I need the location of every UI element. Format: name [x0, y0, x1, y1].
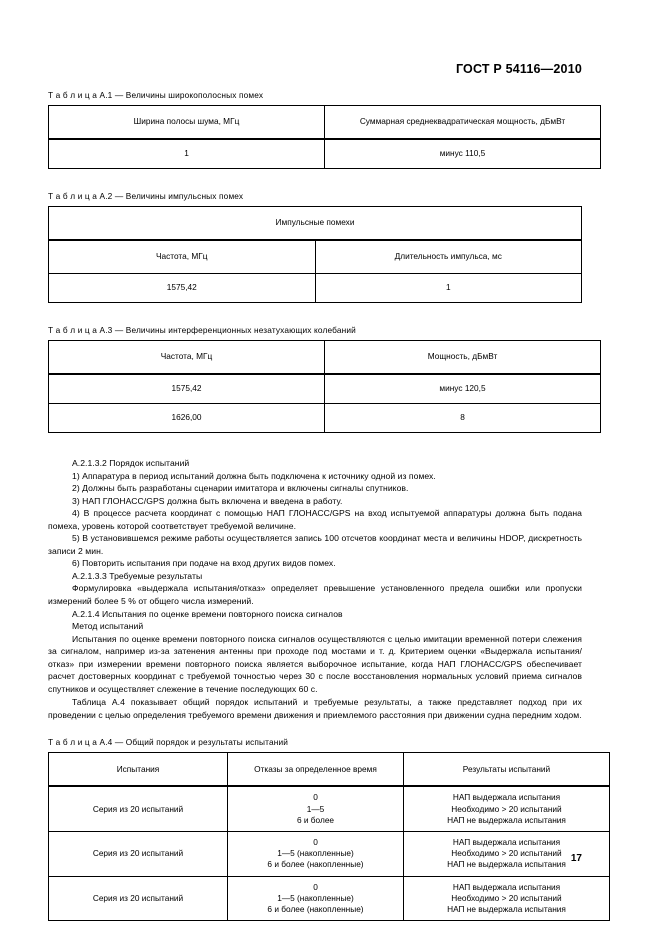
table-a1-cell-bandwidth: 1 [49, 139, 325, 169]
paragraph-test-method: Испытания по оценке времени повторного поиска сигналов осуществляются с целью имитации временной потери слежения за сигналом, например из-за затенения антенны при проходе под мостами и т. д. Критерием оценки «Выдержала испытания/отказ» при измерении времени повторного поиска является выборочное испытание, когда НАП ГЛОНАСС/GPS обеспечивает расчет достоверных координат с требуемой точностью через 30 с после восстановления нормальных условий приема сигналов спутников и осуществляет слежение в течение последующих 60 с. [48, 633, 582, 694]
table-a2-cell-frequency: 1575,42 [49, 274, 316, 303]
heading-a-2-1-3-3: А.2.1.3.3 Требуемые результаты [72, 570, 203, 581]
table-row [49, 374, 601, 404]
table-row [49, 341, 601, 375]
failure-value: 1—5 (накопленные) [277, 892, 354, 903]
table-a2-cell-duration: 1 [315, 274, 582, 303]
table-row [49, 274, 582, 303]
result-value: НАП выдержала испытания [452, 837, 561, 848]
result-value: Необходимо > 20 испытаний [451, 892, 562, 903]
table-a1-caption: Т а б л и ц а А.1 — Величины широкополосных помех [48, 90, 264, 100]
result-value: Необходимо > 20 испытаний [451, 803, 562, 814]
failure-value: 1—5 (накопленные) [277, 848, 354, 859]
table-row [49, 207, 582, 241]
table-row [49, 832, 610, 877]
table-a3-header-frequency: Частота, МГц [49, 341, 325, 375]
procedure-item-2: 2) Должны быть разработаны сценарии имитатора и включены сигналы спутников. [72, 483, 409, 494]
table-a1-cell-power: минус 110,5 [325, 139, 601, 169]
result-value: НАП выдержала испытания [452, 881, 561, 892]
table-a3 [48, 340, 601, 433]
heading-test-method: Метод испытаний [72, 621, 144, 632]
table-a3-cell-power-1: минус 120,5 [325, 374, 601, 404]
procedure-item-1: 1) Аппаратура в период испытаний должна быть подключена к источнику одной из помех. [72, 470, 436, 481]
table-a3-cell-frequency-1: 1575,42 [49, 374, 325, 404]
failure-value: 6 и более (накопленные) [267, 903, 364, 914]
table-row [49, 139, 601, 169]
failure-value: 0 [313, 792, 318, 803]
table-a2-group-header: Импульсные помехи [49, 207, 582, 241]
table-a1 [48, 105, 601, 169]
procedure-item-4: 4) В процессе расчета координат с помощью НАП ГЛОНАСС/GPS на вход испытуемой аппаратуры должна быть подана помеха, уровень которой соответствует требуемой величине. [48, 508, 582, 531]
procedure-item-6: 6) Повторить испытания при подаче на вход других видов помех. [72, 558, 336, 569]
table-a4-cell-failures-2 [228, 832, 404, 877]
table-a2-caption: Т а б л и ц а А.2 — Величины импульсных помех [48, 191, 244, 201]
table-a4-cell-failures-1 [228, 786, 404, 831]
failure-value: 6 и более [296, 814, 335, 825]
failure-value: 6 и более (накопленные) [267, 859, 364, 870]
document-standard-header: ГОСТ Р 54116—2010 [455, 62, 582, 76]
table-row [49, 240, 582, 274]
page-content [48, 90, 582, 921]
failure-value: 0 [313, 881, 318, 892]
table-a4-cell-test-1: Серия из 20 испытаний [49, 786, 228, 831]
table-a4-cell-test-3: Серия из 20 испытаний [49, 876, 228, 921]
result-value: НАП не выдержала испытания [447, 814, 566, 825]
result-value: НАП выдержала испытания [452, 792, 561, 803]
table-row [49, 786, 610, 831]
table-a3-cell-frequency-2: 1626,00 [49, 404, 325, 433]
table-a4-cell-results-1 [404, 786, 610, 831]
table-a2-header-duration: Длительность импульса, мс [315, 240, 582, 274]
table-row [49, 404, 601, 433]
table-row [49, 876, 610, 921]
paragraph-required-results: Формулировка «выдержала испытания/отказ» определяет превышение установленного предела ошибки или пропуски измерений более 5 % от общего числа измерений. [48, 583, 582, 607]
table-a3-caption: Т а б л и ц а А.3 — Величины интерференционных незатухающих колебаний [48, 325, 356, 335]
table-a2 [48, 206, 582, 303]
body-text-block [48, 457, 582, 721]
table-a4-cell-results-3 [404, 876, 610, 921]
page-number: 17 [570, 853, 582, 864]
table-a1-header-power: Суммарная среднеквадратическая мощность, дБмВт [325, 106, 601, 140]
heading-a-2-1-4: А.2.1.4 Испытания по оценке времени повторного поиска сигналов [72, 608, 343, 619]
table-a3-header-power: Мощность, дБмВт [325, 341, 601, 375]
paragraph-table-intro: Таблица А.4 показывает общий порядок испытаний и требуемые результаты, а также представляет подход при их проведении с целью определения требуемого времени движения и приемлемого расстояния при движении судна передним ходом. [48, 697, 582, 720]
table-a2-header-frequency: Частота, МГц [49, 240, 316, 274]
table-row [49, 106, 601, 140]
table-a4-header-failures: Отказы за определенное время [228, 753, 404, 787]
result-value: Необходимо > 20 испытаний [451, 848, 562, 859]
procedure-item-3: 3) НАП ГЛОНАСС/GPS должна быть включена и введена в работу. [72, 495, 343, 506]
table-a4-header-tests: Испытания [49, 753, 228, 787]
result-value: НАП не выдержала испытания [447, 859, 566, 870]
result-value: НАП не выдержала испытания [447, 903, 566, 914]
heading-a-2-1-3-2: А.2.1.3.2 Порядок испытаний [72, 458, 190, 468]
table-a4 [48, 752, 610, 921]
table-row [49, 753, 610, 787]
table-a1-header-bandwidth: Ширина полосы шума, МГц [49, 106, 325, 140]
table-a4-caption: Т а б л и ц а А.4 — Общий порядок и результаты испытаний [48, 737, 289, 748]
table-a3-cell-power-2: 8 [325, 404, 601, 433]
table-a4-header-results: Результаты испытаний [404, 753, 610, 787]
failure-value: 0 [313, 837, 318, 848]
table-a4-cell-test-2: Серия из 20 испытаний [49, 832, 228, 877]
failure-value: 1—5 [306, 803, 325, 814]
table-a4-cell-failures-3 [228, 876, 404, 921]
procedure-item-5: 5) В установившемся режиме работы осуществляется запись 100 отсчетов координат места и величины HDOP, дискретность записи 2 мин. [48, 533, 582, 556]
